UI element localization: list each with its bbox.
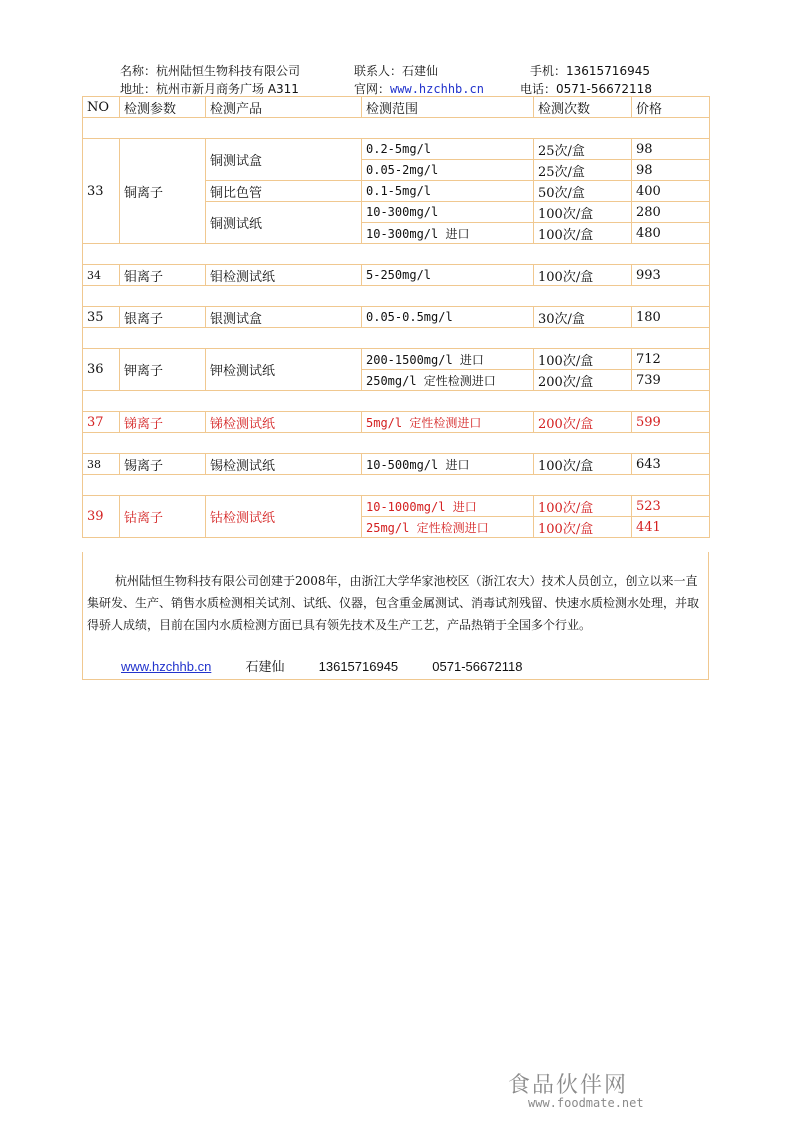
row-price: 599 xyxy=(632,412,710,433)
row-no: 35 xyxy=(83,307,120,328)
company-address: 地址：杭州市新月商务广场 A311 xyxy=(120,82,299,96)
row-param: 锑离子 xyxy=(120,412,206,433)
row-param: 银离子 xyxy=(120,307,206,328)
row-no: 37 xyxy=(83,412,120,433)
row-no: 36 xyxy=(83,349,120,391)
website-link[interactable]: www.hzchhb.cn xyxy=(390,82,484,96)
spacer-row xyxy=(83,433,710,454)
spacer-row xyxy=(83,286,710,307)
row-no: 34 xyxy=(83,265,120,286)
product-table xyxy=(82,96,710,538)
footer-person: 石建仙 xyxy=(245,660,285,675)
row-price: 180 xyxy=(632,307,710,328)
phone-number: 电话：0571-56672118 xyxy=(520,82,652,96)
footer-website-link[interactable]: www.hzchhb.cn xyxy=(121,659,212,674)
row-price: 98 xyxy=(632,139,710,160)
watermark-url: www.foodmate.net xyxy=(528,1096,644,1110)
footer-phone: 0571-56672118 xyxy=(432,659,523,674)
row-count: 200次/盒 xyxy=(534,412,632,433)
row-count: 100次/盒 xyxy=(534,496,632,517)
row-price: 480 xyxy=(632,223,710,244)
row-param: 钴离子 xyxy=(120,496,206,538)
row-price: 400 xyxy=(632,181,710,202)
header-no: NO xyxy=(83,97,120,118)
table-row xyxy=(83,349,710,370)
company-intro-box xyxy=(82,552,709,680)
table-row xyxy=(83,307,710,328)
company-intro: 杭州陆恒生物科技有限公司创建于2008年，由浙江大学华家池校区（浙江农大）技术人员创立，创立以来一直集研发、生产、销售水质检测相关试剂、试纸、仪器，包含重金属测试、消毒试剂残留、快速水质检测水处理，并取得骄人成绩，目前在国内水质检测方面已具有领先技术及生产工艺，产品热销于全国多个行业。 xyxy=(87,574,700,632)
row-price: 993 xyxy=(632,265,710,286)
row-product: 钼检测试纸 xyxy=(206,265,362,286)
spacer-row xyxy=(83,391,710,412)
footer-mobile: 13615716945 xyxy=(318,659,399,674)
row-product: 铜比色管 xyxy=(206,181,362,202)
header-product: 检测产品 xyxy=(206,97,362,118)
row-price: 280 xyxy=(632,202,710,223)
row-product: 银测试盒 xyxy=(206,307,362,328)
row-count: 100次/盒 xyxy=(534,349,632,370)
row-count: 50次/盒 xyxy=(534,181,632,202)
header-price: 价格 xyxy=(632,97,710,118)
header-range: 检测范围 xyxy=(362,97,534,118)
row-range: 0.05-2mg/l xyxy=(362,160,534,181)
row-range: 5-250mg/l xyxy=(362,265,534,286)
row-param: 锡离子 xyxy=(120,454,206,475)
row-param: 铜离子 xyxy=(120,139,206,244)
watermark-cn: 食品伙伴网 xyxy=(508,1073,629,1098)
row-count: 100次/盒 xyxy=(534,223,632,244)
website-prefix: 官网： xyxy=(354,82,391,96)
spacer-row xyxy=(83,244,710,265)
row-range: 10-300mg/l 进口 xyxy=(362,223,534,244)
row-param: 钾离子 xyxy=(120,349,206,391)
row-range: 250mg/l 定性检测进口 xyxy=(362,370,534,391)
row-range: 200-1500mg/l 进口 xyxy=(362,349,534,370)
row-product: 铜测试纸 xyxy=(206,202,362,244)
row-product: 钾检测试纸 xyxy=(206,349,362,391)
row-price: 739 xyxy=(632,370,710,391)
row-count: 100次/盒 xyxy=(534,265,632,286)
row-product: 钴检测试纸 xyxy=(206,496,362,538)
row-count: 200次/盒 xyxy=(534,370,632,391)
table-row xyxy=(83,265,710,286)
row-no: 39 xyxy=(83,496,120,538)
table-row xyxy=(83,454,710,475)
contact-person: 联系人：石建仙 xyxy=(354,64,439,78)
row-range: 10-300mg/l xyxy=(362,202,534,223)
row-param: 钼离子 xyxy=(120,265,206,286)
mobile-number: 手机：13615716945 xyxy=(530,64,650,78)
spacer-row xyxy=(83,118,710,139)
spacer-row xyxy=(83,328,710,349)
row-count: 100次/盒 xyxy=(534,517,632,538)
row-range: 5mg/l 定性检测进口 xyxy=(362,412,534,433)
row-price: 523 xyxy=(632,496,710,517)
row-price: 441 xyxy=(632,517,710,538)
company-name: 名称：杭州陆恒生物科技有限公司 xyxy=(120,64,301,78)
row-product: 铜测试盒 xyxy=(206,139,362,181)
row-count: 100次/盒 xyxy=(534,202,632,223)
spacer-row xyxy=(83,475,710,496)
row-range: 10-1000mg/l 进口 xyxy=(362,496,534,517)
row-product: 锡检测试纸 xyxy=(206,454,362,475)
table-row xyxy=(83,139,710,160)
footer-contact xyxy=(121,656,552,679)
row-product: 锑检测试纸 xyxy=(206,412,362,433)
row-count: 25次/盒 xyxy=(534,160,632,181)
row-count: 30次/盒 xyxy=(534,307,632,328)
header-param: 检测参数 xyxy=(120,97,206,118)
row-price: 643 xyxy=(632,454,710,475)
row-price: 98 xyxy=(632,160,710,181)
row-range: 0.1-5mg/l xyxy=(362,181,534,202)
row-price: 712 xyxy=(632,349,710,370)
header-count: 检测次数 xyxy=(534,97,632,118)
row-range: 0.2-5mg/l xyxy=(362,139,534,160)
table-row-highlighted xyxy=(83,412,710,433)
row-range: 25mg/l 定性检测进口 xyxy=(362,517,534,538)
table-header-row xyxy=(83,97,710,118)
row-count: 100次/盒 xyxy=(534,454,632,475)
row-no: 33 xyxy=(83,139,120,244)
table-row-highlighted xyxy=(83,496,710,517)
watermark xyxy=(508,1068,644,1110)
website-label xyxy=(354,80,484,97)
row-count: 25次/盒 xyxy=(534,139,632,160)
row-range: 0.05-0.5mg/l xyxy=(362,307,534,328)
row-no: 38 xyxy=(83,454,120,475)
row-range: 10-500mg/l 进口 xyxy=(362,454,534,475)
